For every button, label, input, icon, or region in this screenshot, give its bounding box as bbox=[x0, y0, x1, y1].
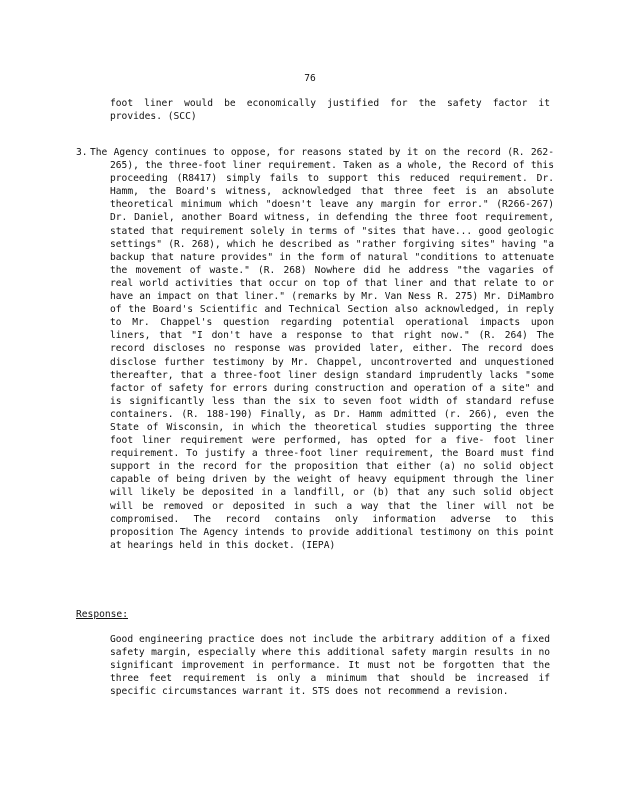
continuation-paragraph: foot liner would be economically justified for the safety factor it provides. (SCC) bbox=[110, 98, 550, 123]
page-number: 76 bbox=[304, 73, 316, 84]
response-heading-text: Response bbox=[76, 609, 123, 620]
item-text: The Agency continues to oppose, for reasons stated by it on the record (R. 262-265), the three-foot liner requirement. Taken as a whole, the Record of this proceeding (R8417) simply fails to support this reduced requirement. Dr. Hamm, the Board's witness, acknowledged that three feet is an absolute theoretical minimum which "doesn't leave any margin for error." (R266-267) Dr. Daniel, another Board witness, in defending the three foot requirement, stated that requirement solely in terms of "sites that have... good geologic settings" (R. 268), which he described as "rather forgiving sites" having "a backup that nature provides" in the form of natural "conditions to attenuate the movement of waste." (R. 268) Nowhere did he address "the vagaries of real world activities that occur on top of that liner and that relate to or have an impact on that liner." (remarks by Mr. Van Ness R. 275) Mr. DiMambro of the Board's Scientific and Technical Section also acknowledged, in reply to Mr. Chappel's question regarding potential operational impacts upon liners, that "I don't have a response to that right now." (R. 264) The record discloses no response was provided later, either. The record does disclose further testimony by Mr. Chappel, uncontroverted and unquestioned thereafter, that a three-foot liner design standard imprudently lacks "some factor of safety for errors during construction and operation of a site" and is significantly less than the six to seven foot width of standard refuse containers. (R. 188-190) Finally, as Dr. Hamm admitted (r. 266), even the State of Wisconsin, in which the theoretical studies supporting the three foot liner requirement were performed, has opted for a five- foot liner requirement. To justify a three-foot liner requirement, the Board must find support in the record for the proposition that either (a) no solid object capable of being driven by the weight of heavy equipment through the liner will likely be deposited in a landfill, or (b) that any such solid object will be removed or deposited in such a way that the liner will not be compromised. The record contains only information adverse to this proposition The Agency intends to provide additional testimony on this point at hearings held in this docket. (IEPA) bbox=[90, 147, 554, 551]
item-number: 3. bbox=[76, 147, 88, 158]
response-heading bbox=[76, 608, 128, 621]
item-body bbox=[90, 146, 554, 552]
response-heading-colon: : bbox=[122, 609, 128, 620]
response-paragraph: Good engineering practice does not include the arbitrary addition of a fixed safety margin, especially where this additional safety margin results in no significant improvement in performance. It must not be forgotten that the three feet requirement is only a minimum that should be increased if specific circumstances warrant it. STS does not recommend a revision. bbox=[110, 634, 550, 698]
numbered-item bbox=[76, 146, 554, 552]
